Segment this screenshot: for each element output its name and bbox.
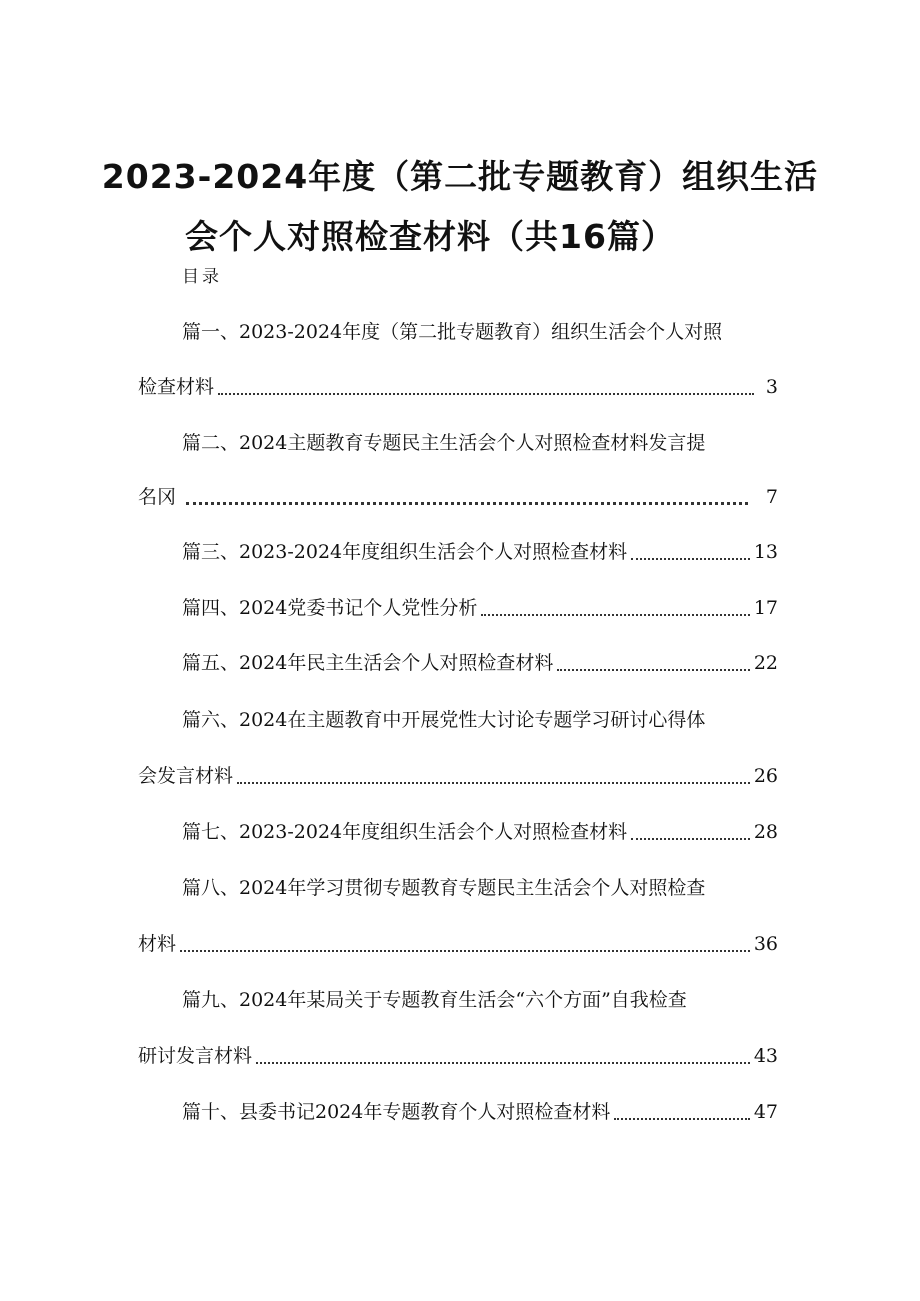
toc-entry-2-line2[interactable] bbox=[138, 482, 778, 512]
toc-entry-text: 名冈 bbox=[138, 486, 177, 508]
toc-entry-3[interactable] bbox=[182, 537, 778, 567]
toc-entry-text: 篇五、2024年民主生活会个人对照检查材料 bbox=[182, 652, 554, 674]
dot-leader bbox=[218, 392, 754, 395]
toc-entry-9-line2[interactable] bbox=[138, 1041, 778, 1071]
toc-entry-7[interactable] bbox=[182, 817, 778, 847]
toc-entry-text: 篇三、2023-2024年度组织生活会个人对照检查材料 bbox=[182, 541, 628, 563]
toc-entry-2-line1[interactable]: 篇二、2024主题教育专题民主生活会个人对照检查材料发言提 bbox=[182, 432, 706, 454]
toc-heading: 目录 bbox=[182, 267, 222, 287]
toc-entry-6-line1[interactable]: 篇六、2024在主题教育中开展党性大讨论专题学习研讨心得体 bbox=[182, 709, 706, 731]
toc-page-number: 22 bbox=[753, 652, 778, 674]
toc-entry-text: 研讨发言材料 bbox=[138, 1045, 253, 1067]
toc-entry-text: 检查材料 bbox=[138, 376, 215, 398]
toc-entry-text: 篇七、2023-2024年度组织生活会个人对照检查材料 bbox=[182, 821, 628, 843]
toc-entry-8-line1[interactable]: 篇八、2024年学习贯彻专题教育专题民主生活会个人对照检查 bbox=[182, 877, 706, 899]
dot-leader bbox=[186, 501, 748, 505]
toc-entry-text: 材料 bbox=[138, 933, 177, 955]
dot-leader bbox=[614, 1117, 749, 1120]
title-line-1: 2023-2024年度（第二批专题教育）组织生活 bbox=[101, 157, 819, 197]
toc-entry-text: 篇十、县委书记2024年专题教育个人对照检查材料 bbox=[182, 1101, 611, 1123]
dot-leader bbox=[631, 837, 750, 840]
dot-leader bbox=[256, 1061, 750, 1064]
toc-entry-5[interactable] bbox=[182, 648, 778, 678]
toc-page-number: 7 bbox=[765, 486, 778, 508]
dot-leader bbox=[180, 949, 750, 952]
toc-entry-1-line2[interactable] bbox=[138, 372, 778, 402]
toc-entry-4[interactable] bbox=[182, 593, 778, 623]
toc-page-number: 26 bbox=[753, 765, 778, 787]
page-title bbox=[0, 147, 920, 267]
dot-leader bbox=[631, 557, 750, 560]
dot-leader bbox=[557, 668, 749, 671]
toc-page-number: 47 bbox=[753, 1101, 778, 1123]
toc-entry-6-line2[interactable] bbox=[138, 761, 778, 791]
dot-leader bbox=[237, 781, 750, 784]
toc-entry-text: 篇四、2024党委书记个人党性分析 bbox=[182, 597, 478, 619]
toc-entry-text: 会发言材料 bbox=[138, 765, 234, 787]
toc-page-number: 13 bbox=[753, 541, 778, 563]
toc-entry-1-line1[interactable]: 篇一、2023-2024年度（第二批专题教育）组织生活会个人对照 bbox=[182, 321, 723, 343]
toc-page-number: 43 bbox=[753, 1045, 778, 1067]
toc-page-number: 17 bbox=[753, 597, 778, 619]
toc-page-number: 28 bbox=[753, 821, 778, 843]
title-line-2: 会个人对照检查材料（共16篇） bbox=[185, 217, 675, 257]
toc-page-number: 3 bbox=[765, 376, 778, 398]
toc-entry-10[interactable] bbox=[182, 1097, 778, 1127]
toc-entry-9-line1[interactable]: 篇九、2024年某局关于专题教育生活会“六个方面”自我检查 bbox=[182, 989, 687, 1011]
toc-entry-8-line2[interactable] bbox=[138, 929, 778, 959]
toc-page-number: 36 bbox=[753, 933, 778, 955]
dot-leader bbox=[481, 613, 749, 616]
